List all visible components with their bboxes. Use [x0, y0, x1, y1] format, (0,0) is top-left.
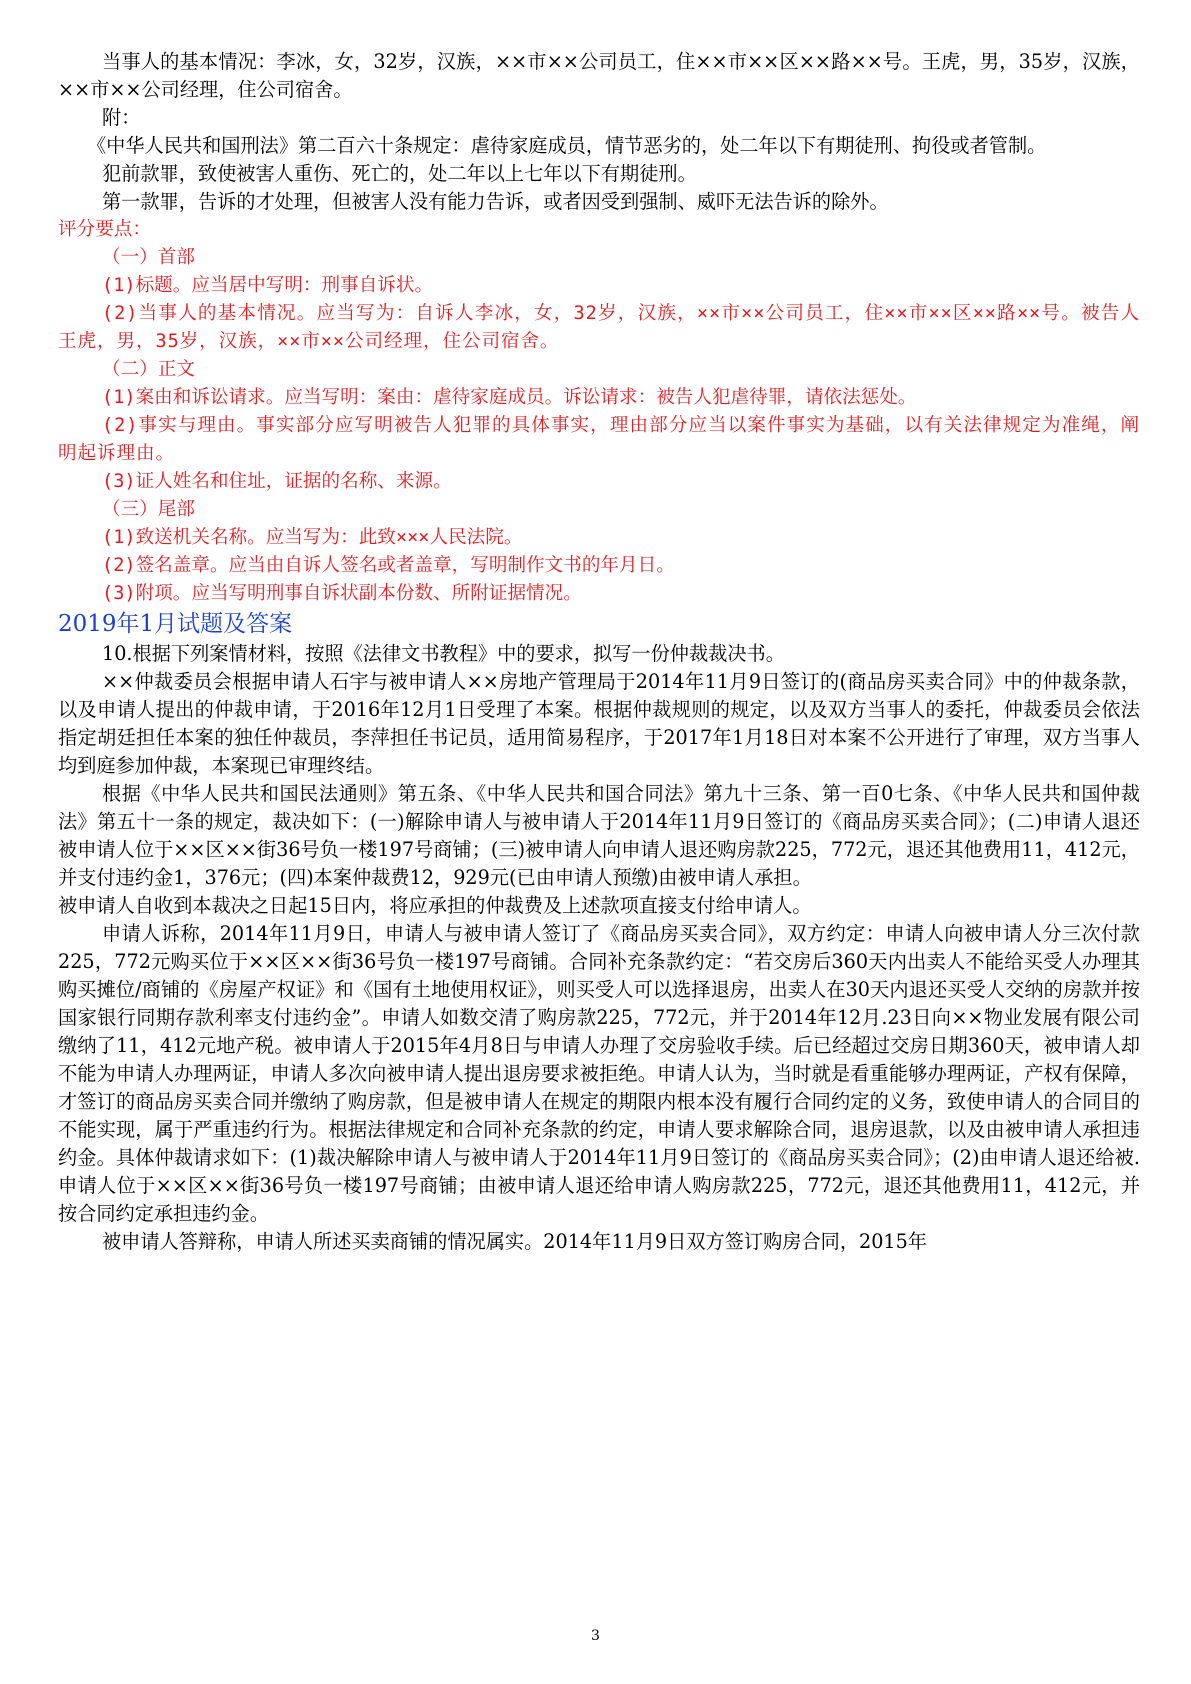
scoring-item: (1)标题。应当居中写明：刑事自诉状。	[102, 275, 434, 296]
party-info-paragraph: 当事人的基本情况：李冰，女，32岁，汉族，××市××公司员工，住××市××区××路××号。王虎，男，35岁，汉族，××市××公司经理，住公司宿舍。	[58, 50, 1140, 101]
scoring-title: 评分要点：	[58, 219, 151, 240]
case-paragraph: 被申请人自收到本裁决之日起15日内，将应承担的仲裁费及上述款项直接支付给申请人。	[58, 894, 812, 917]
appendix-label: 附：	[102, 106, 141, 129]
case-paragraph: 根据《中华人民共和国民法通则》第五条、《中华人民共和国合同法》第九十三条、第一百0七条、《中华人民共和国仲裁法》第五十一条的规定，裁决如下：(一)解除申请人与被申请人于2014年11月9日签订的《商品房买卖合同》；(二)申请人退还被申请人位于××区××街36号负一楼197号商铺；(三)被申请人向申请人退还购房款225，772元，退还其他费用11，412元，并支付违约金1，376元；(四)本案仲裁费12，929元(已由申请人预缴)由被申请人承担。	[58, 782, 1140, 889]
document-page	[58, 48, 1140, 1256]
scoring-item: (2)当事人的基本情况。应当写为：自诉人李冰，女，32岁，汉族，××市××公司员工，住××市××区××路××号。被告人王虎，男，35岁，汉族，××市××公司经理，住公司宿舍。	[58, 303, 1140, 352]
scoring-section-tail: （三）尾部	[102, 499, 195, 520]
scoring-section-head: （一）首部	[102, 247, 195, 268]
case-paragraph: 申请人诉称，2014年11月9日，申请人与被申请人签订了《商品房买卖合同》，双方约定：申请人向被申请人分三次付款225，772元购买位于××区××街36号负一楼197号商铺。合同补充条款约定：“若交房后360天内出卖人不能给买受人办理其购买摊位/商铺的《房屋产权证》和《国有土地使用权证》，则买受人可以选择退房，出卖人在30天内退还买受人交纳的房款并按国家银行同期存款利率支付违约金”。申请人如数交清了购房款225，772元，并于2014年12月.23日向××物业发展有限公司缴纳了11，412元地产税。被申请人于2015年4月8日与申请人办理了交房验收手续。后已经超过交房日期360天，被申请人却不能为申请人办理两证，申请人多次向被申请人提出退房要求被拒绝。申请人认为，当时就是看重能够办理两证，产权有保障，才签订的商品房买卖合同并缴纳了购房款，但是被申请人在规定的期限内根本没有履行合同约定的义务，致使申请人的合同目的不能实现，属于严重违约行为。根据法律规定和合同补充条款的约定，申请人要求解除合同，退房退款，以及由被申请人承担违约金。具体仲裁请求如下：(1)裁决解除申请人与被申请人于2014年11月9日签订的《商品房买卖合同》；(2)由申请人退还给被.申请人位于××区××街36号负一楼197号商铺；由被申请人退还给申请人购房款225，772元，退还其他费用11，412元，并按合同约定承担违约金。	[58, 922, 1140, 1225]
case-paragraph: 被申请人答辩称，申请人所述买卖商铺的情况属实。2014年11月9日双方签订购房合同，2015年	[102, 1230, 928, 1253]
scoring-item: (1)案由和诉讼请求。应当写明：案由：虐待家庭成员。诉讼请求：被告人犯虐待罪，请依法惩处。	[102, 387, 917, 408]
case-paragraph: ××仲裁委员会根据申请人石宇与被申请人××房地产管理局于2014年11月9日签订的(商品房买卖合同》中的仲裁条款，以及申请人提出的仲裁申请，于2016年12月1日受理了本案。根据仲裁规则的规定，以及双方当事人的委托，仲裁委员会依法指定胡廷担任本案的独任仲裁员，李萍担任书记员，适用简易程序，于2017年1月18日对本案不公开进行了审理，双方当事人均到庭参加仲裁，本案现已审理终结。	[58, 670, 1140, 777]
scoring-section-body: （二）正文	[102, 359, 195, 380]
scoring-item: (3)附项。应当写明刑事自诉状副本份数、所附证据情况。	[102, 583, 582, 604]
criminal-law-clause-3: 第一款罪，告诉的才处理，但被害人没有能力告诉，或者因受到强制、威吓无法告诉的除外。	[102, 190, 889, 213]
page-number: 3	[591, 1628, 600, 1644]
criminal-law-clause-2: 犯前款罪，致使被害人重伤、死亡的，处二年以上七年以下有期徒刑。	[102, 162, 697, 185]
scoring-item: (2)事实与理由。事实部分应写明被告人犯罪的具体事实，理由部分应当以案件事实为基础，以有关法律规定为准绳，阐明起诉理由。	[58, 415, 1140, 464]
question-prompt: 10.根据下列案情材料，按照《法律文书教程》中的要求，拟写一份仲裁裁决书。	[102, 642, 785, 665]
section-heading: 2019年1月试题及答案	[58, 611, 293, 637]
criminal-law-article: 《中华人民共和国刑法》第二百六十条规定：虐待家庭成员，情节恶劣的，处二年以下有期徒刑、拘役或者管制。	[87, 134, 1047, 157]
scoring-item: (2)签名盖章。应当由自诉人签名或者盖章，写明制作文书的年月日。	[102, 555, 675, 576]
scoring-item: (3)证人姓名和住址，证据的名称、来源。	[102, 471, 452, 492]
scoring-item: (1)致送机关名称。应当写为：此致×××人民法院。	[102, 527, 523, 548]
